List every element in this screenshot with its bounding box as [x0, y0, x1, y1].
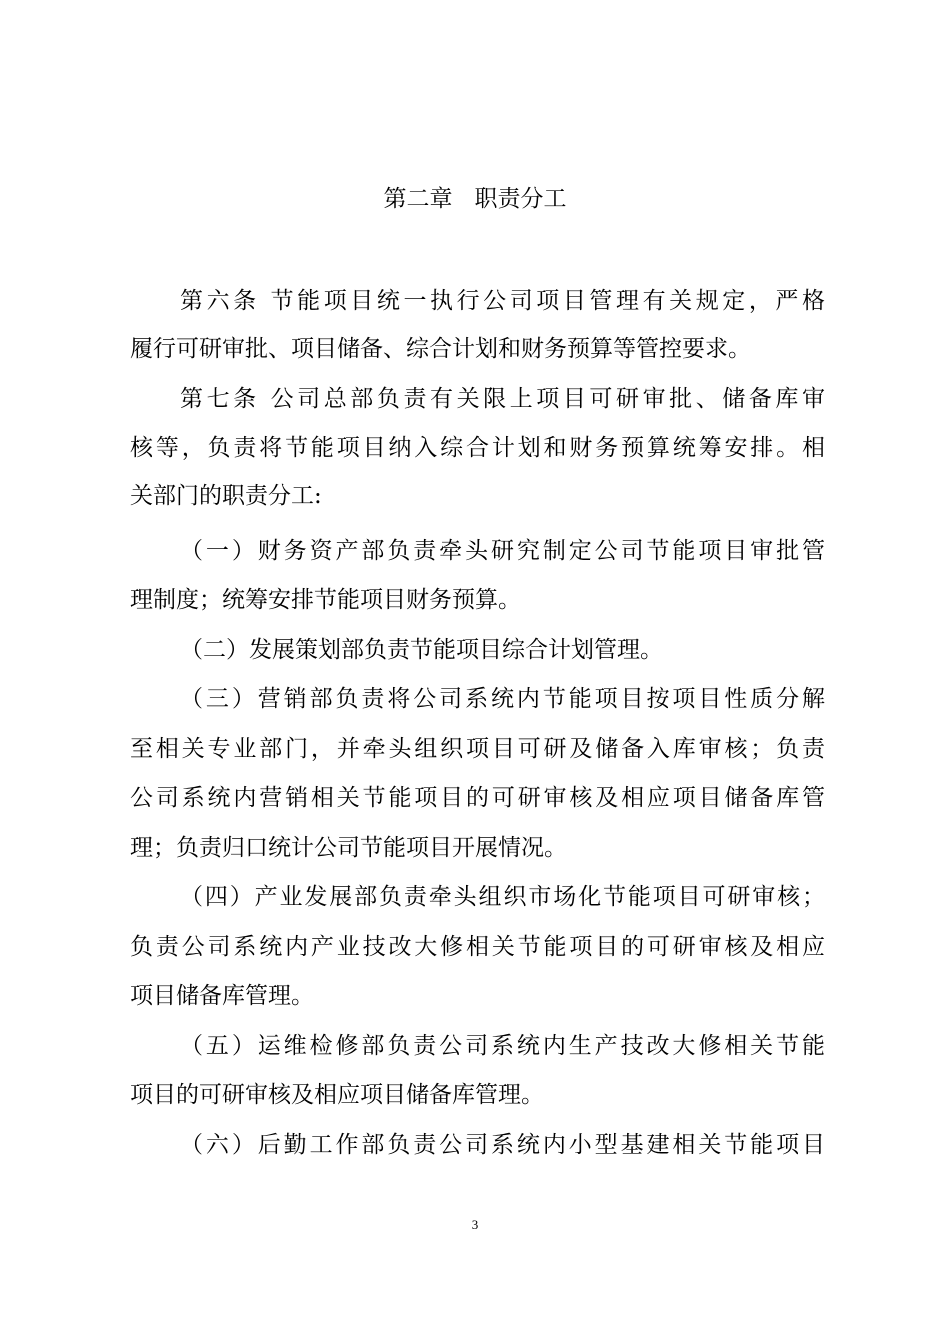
article-7-line-1: 第七条 公司总部负责有关限上项目可研审批、储备库审 — [180, 386, 825, 412]
item-5-line-1: （五）运维检修部负责公司系统内生产技改大修相关节能 — [180, 1033, 825, 1059]
item-5-line-2: 项目的可研审核及相应项目储备库管理。 — [130, 1082, 544, 1108]
item-2-line-1: （二）发展策划部负责节能项目综合计划管理。 — [180, 637, 663, 663]
item-4-line-2: 负责公司系统内产业技改大修相关节能项目的可研审核及相应 — [130, 934, 825, 960]
article-7-line-2: 核等，负责将节能项目纳入综合计划和财务预算统筹安排。相 — [130, 435, 825, 461]
item-3-line-4: 理；负责归口统计公司节能项目开展情况。 — [130, 835, 567, 861]
item-3-line-2: 至相关专业部门，并牵头组织项目可研及储备入库审核；负责 — [130, 736, 825, 762]
item-1-line-1: （一）财务资产部负责牵头研究制定公司节能项目审批管 — [180, 538, 825, 564]
article-6-line-1: 第六条 节能项目统一执行公司项目管理有关规定，严格 — [180, 288, 825, 314]
item-3-line-3: 公司系统内营销相关节能项目的可研审核及相应项目储备库管 — [130, 785, 825, 811]
page-number: 3 — [471, 1217, 479, 1232]
chapter-title: 第二章 职责分工 — [383, 186, 567, 212]
item-3-line-1: （三）营销部负责将公司系统内节能项目按项目性质分解 — [180, 686, 825, 712]
item-4-line-3: 项目储备库管理。 — [130, 983, 314, 1009]
article-6-line-2: 履行可研审批、项目储备、综合计划和财务预算等管控要求。 — [130, 336, 751, 362]
item-6-line-1: （六）后勤工作部负责公司系统内小型基建相关节能项目 — [180, 1132, 825, 1158]
item-1-line-2: 理制度；统筹安排节能项目财务预算。 — [130, 587, 521, 613]
article-7-line-3: 关部门的职责分工: — [130, 483, 322, 509]
item-4-line-1: （四）产业发展部负责牵头组织市场化节能项目可研审核； — [180, 884, 825, 910]
